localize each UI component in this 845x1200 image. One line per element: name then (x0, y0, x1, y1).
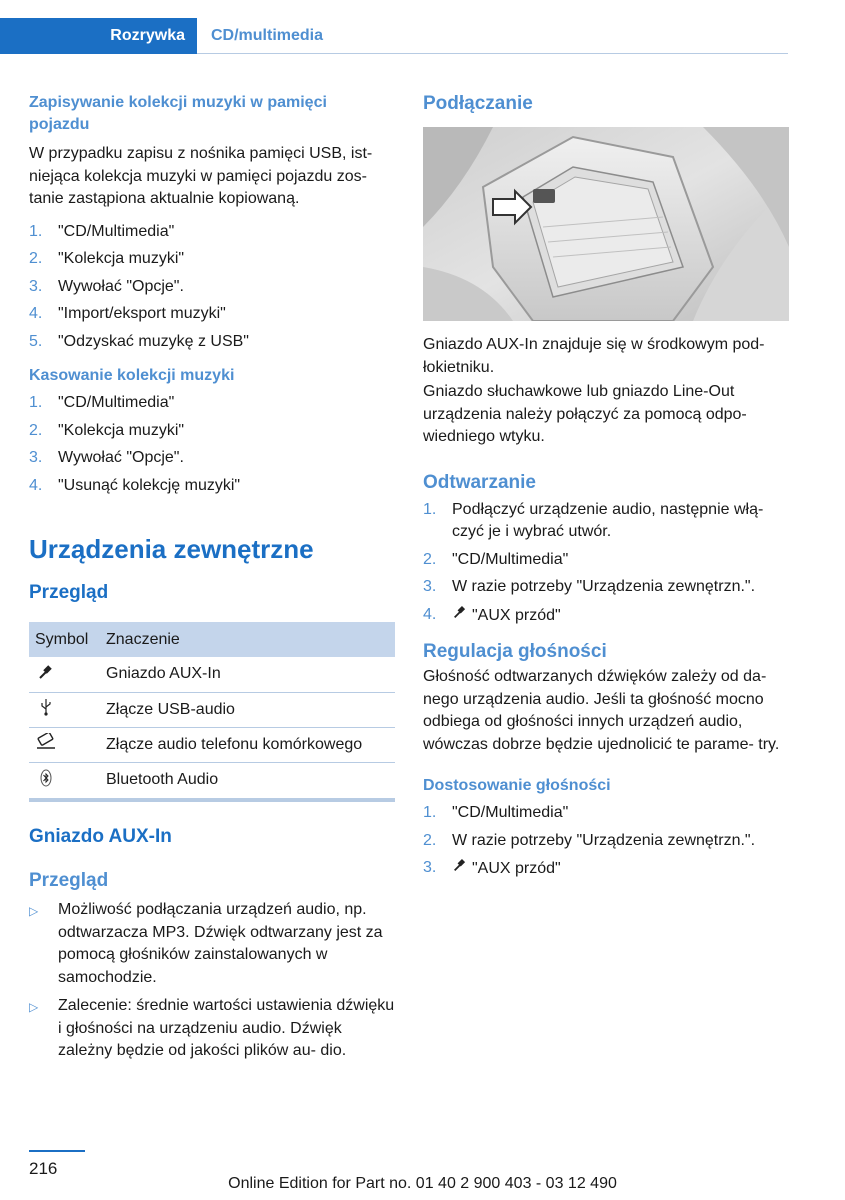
list-item: 2. "CD/Multimedia" (423, 550, 569, 568)
playback-steps (423, 499, 789, 628)
list-item: ▷ Zalecenie: średnie wartości ustawienia dźwięku i głośności na urządzeniu audio. Dźwięk zależny będzie od jakości plików au- dio. (29, 995, 395, 1063)
adjust-volume-steps (423, 802, 789, 881)
list-item: 2. "Kolekcja muzyki" (29, 250, 185, 267)
list-item: ▷ Możliwość podłączania urządzeń audio, np. odtwarzacza MP3. Dźwięk odtwarzany jest za pomocą głośników zainstalowanych w samochodzie. (29, 899, 395, 989)
list-item: 1. "CD/Multimedia" (423, 804, 569, 821)
left-column (29, 92, 395, 1069)
table-cell: Złącze audio telefonu komórkowego (100, 727, 395, 762)
page-header (0, 18, 788, 54)
bluetooth-icon (35, 769, 57, 791)
table-header-meaning: Znaczenie (100, 622, 395, 657)
page-number: 216 (29, 1159, 58, 1178)
usb-icon (35, 698, 57, 720)
list-item: 4. "AUX przód" (423, 604, 789, 628)
overview-heading: Przegląd (29, 582, 109, 603)
bullet-triangle-icon: ▷ (29, 1000, 39, 1014)
phone-audio-icon (35, 733, 57, 755)
list-item: 1. Podłączyć urządzenie audio, następnie włą- czyć je i wybrać utwór. (423, 500, 764, 540)
table-cell: Gniazdo AUX-In (100, 657, 395, 692)
table-cell: Złącze USB-audio (100, 692, 395, 727)
save-collection-paragraph: W przypadku zapisu z nośnika pamięci USB, ist- niejąca kolekcja muzyki w pamięci pojazdu zos- tanie zastąpiona aktualnie kopiowaną. (29, 145, 373, 207)
list-item: 3. Wywołać "Opcje". (29, 449, 184, 466)
delete-collection-steps (29, 392, 395, 497)
playback-heading: Odtwarzanie (423, 471, 536, 493)
header-divider (197, 53, 788, 54)
armrest-photo (423, 127, 789, 321)
volume-paragraph: Głośność odtwarzanych dźwięków zależy od da- nego urządzenia audio. Jeśli ta głośność mocno odbiega od głośności innych urządzeń audio, wówczas dobrze będzie ujednolicić te parame- try. (423, 668, 780, 753)
aux-plug-icon (452, 857, 472, 881)
list-item: 2. W razie potrzeby "Urządzenia zewnętrzn.". (423, 831, 756, 849)
connect-heading: Podłączanie (423, 93, 533, 114)
footer-divider (29, 1150, 85, 1152)
connect-paragraph-2: Gniazdo słuchawkowe lub gniazdo Line-Out urządzenia należy połączyć za pomocą odpo- wiedniego wtyku. (423, 383, 747, 445)
table-header-row (29, 622, 395, 657)
list-item: 1. "CD/Multimedia" (29, 222, 175, 240)
section-title: Rozrywka (110, 27, 185, 44)
aux-overview-heading: Przegląd (29, 870, 109, 891)
volume-heading: Regulacja głośności (423, 641, 607, 662)
symbol-table (29, 622, 395, 802)
list-item: 3. W razie potrzeby "Urządzenia zewnętrzn.". (423, 578, 756, 595)
delete-collection-heading: Kasowanie kolekcji muzyki (29, 367, 235, 384)
subsection-title: CD/multimedia (211, 27, 324, 44)
edition-text: Online Edition for Part no. 01 40 2 900 403 - 03 12 490 (228, 1175, 617, 1192)
save-collection-steps (29, 221, 395, 354)
table-row (29, 727, 395, 762)
aux-plug-icon (35, 663, 57, 685)
adjust-volume-heading: Dostosowanie głośności (423, 777, 611, 794)
list-item: 2. "Kolekcja muzyki" (29, 421, 185, 439)
aux-in-heading: Gniazdo AUX-In (29, 826, 172, 847)
external-devices-heading: Urządzenia zewnętrzne (29, 534, 314, 564)
list-item: 4. "Usunąć kolekcję muzyki" (29, 476, 241, 494)
list-item: 1. "CD/Multimedia" (29, 394, 175, 411)
list-item: 5. "Odzyskać muzykę z USB" (29, 332, 249, 350)
section-tab (0, 18, 197, 54)
table-row (29, 692, 395, 727)
save-collection-heading: Zapisywanie kolekcji muzyki w pamięci pojazdu (29, 94, 327, 133)
table-header-symbol: Symbol (29, 622, 100, 657)
table-row (29, 657, 395, 692)
aux-plug-icon (452, 604, 472, 628)
list-item: 3. Wywołać "Opcje". (29, 277, 184, 295)
table-cell: Bluetooth Audio (100, 762, 395, 800)
aux-overview-bullets (29, 899, 395, 1063)
connect-paragraph-1: Gniazdo AUX-In znajduje się w środkowym pod- łokietniku. (423, 336, 765, 376)
table-row (29, 762, 395, 800)
bullet-triangle-icon: ▷ (29, 904, 39, 918)
right-column (423, 92, 789, 886)
list-item: 3. "AUX przód" (423, 857, 789, 881)
list-item: 4. "Import/eksport muzyki" (29, 305, 226, 322)
